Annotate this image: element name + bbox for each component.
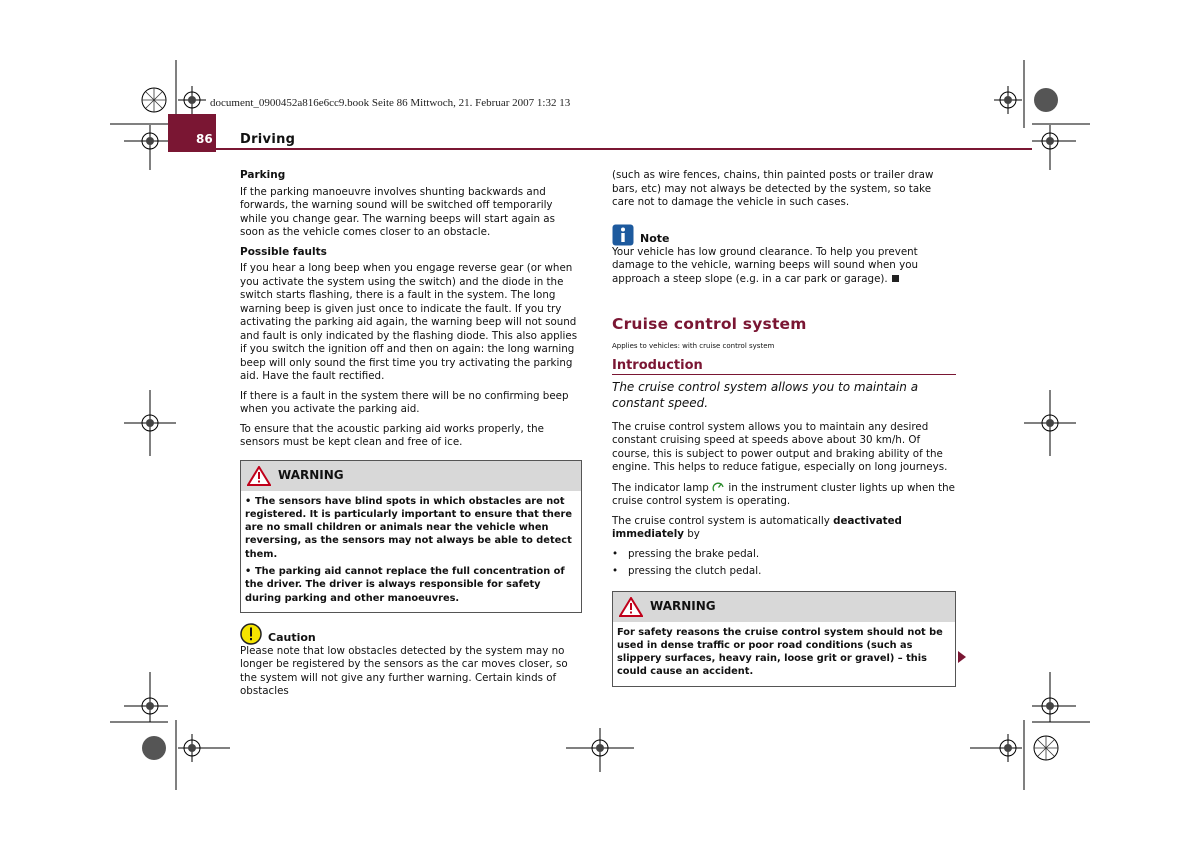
info-icon — [612, 224, 634, 246]
faults-paragraph-3: To ensure that the acoustic parking aid works properly, the sensors must be kept clean and free of ice. — [240, 422, 544, 448]
warning-item: • The sensors have blind spots in which obstacles are not registered. It is particularly important to ensure that there are no small children or animals near the vehicle when reversing, as the sensors may not always be able to detect them. — [245, 495, 572, 560]
faults-heading: Possible faults — [240, 245, 327, 258]
warning-title: WARNING — [278, 467, 344, 482]
faults-paragraph-2: If there is a fault in the system there will be no confirming beep when you activate the parking aid. — [240, 389, 569, 415]
faults-paragraph-1: If you hear a long beep when you engage reverse gear (or when you activate the system using the switch) and the diode in the switch starts flashing, there is a fault in the system. The long warning beep is given just once to indicate the fault. If you try activating the parking aid again, the warning beep will not sound and fault is only indicated by the flashing diode. This also applies if you switch the ignition off and then on again: the long warning beep will only sound the first time you try activating the parking aid. Have the fault rectified. — [240, 262, 578, 382]
caution-text: Please note that low obstacles detected by the system may no longer be registered by the sensors as the car moves closer, so the system will not give any further warning. Certain kinds of obstacles — [240, 644, 568, 698]
end-mark — [892, 275, 899, 282]
list-item: • pressing the brake pedal. — [612, 547, 760, 560]
print-info: document_0900452a816e6cc9.book Seite 86 Mittwoch, 21. Februar 2007 1:32 13 — [210, 97, 571, 109]
caution-header — [240, 623, 582, 645]
right-column — [612, 169, 956, 687]
left-column — [240, 169, 582, 705]
warning-title: WARNING — [650, 598, 716, 613]
warning-triangle-icon — [247, 466, 271, 486]
warning-text: For safety reasons the cruise control system should not be used in dense traffic or poor road conditions (such as slippery surfaces, heavy rain, loose grit or gravel) – this could cause an accident. — [617, 626, 943, 678]
warning-triangle-icon — [619, 597, 643, 617]
caution-icon — [240, 623, 262, 645]
continue-arrow-icon — [958, 651, 966, 663]
cruise-control-lamp-icon — [712, 481, 725, 492]
cruise-control-heading: Cruise control system — [612, 315, 807, 333]
parking-text: If the parking manoeuvre involves shunting backwards and forwards, the warning sound will be switched off temporarily while you change gear. The warning beeps will start again as soon as the vehicle comes closer to an obstacle. — [240, 185, 555, 238]
note-title: Note — [640, 231, 670, 245]
parking-heading: Parking — [240, 169, 286, 181]
intro-paragraph: The cruise control system allows you to maintain any desired constant cruising speed at speeds above about 30 km/h. Of course, this is subject to power output and braking ability of the engine. This helps to reduce fatigue, especially on long journeys. — [612, 420, 948, 473]
header-rule — [216, 148, 1032, 150]
section-title: Driving — [240, 132, 296, 147]
cruise-warning-box — [612, 591, 956, 687]
introduction-heading: Introduction — [612, 359, 956, 375]
intro-lead: The cruise control system allows you to maintain a constant speed. — [612, 379, 919, 410]
warning-item: • The parking aid cannot replace the full concentration of the driver. The driver is always responsible for safety during parking and other manoeuvres. — [245, 565, 565, 604]
note-header — [612, 224, 956, 246]
parking-warning-box — [240, 460, 582, 613]
deactivated-paragraph: The cruise control system is automatically deactivated immediately by — [612, 514, 902, 540]
note-text: Your vehicle has low ground clearance. To help you prevent damage to the vehicle, warning beeps will sound when you approach a steep slope (e.g. in a car park or garage). — [612, 245, 919, 285]
caution-title: Caution — [268, 631, 316, 645]
continued-text: (such as wire fences, chains, thin painted posts or trailer draw bars, etc) may not always be detected by the system, so take care not to damage the vehicle in such cases. — [612, 169, 934, 208]
indicator-paragraph: The indicator lamp in the instrument cluster lights up when the cruise control system is operating. — [612, 481, 955, 507]
applies-to: Applies to vehicles: with cruise control system — [612, 341, 775, 350]
list-item: • pressing the clutch pedal. — [612, 565, 762, 577]
page-number: 86 — [196, 132, 213, 146]
